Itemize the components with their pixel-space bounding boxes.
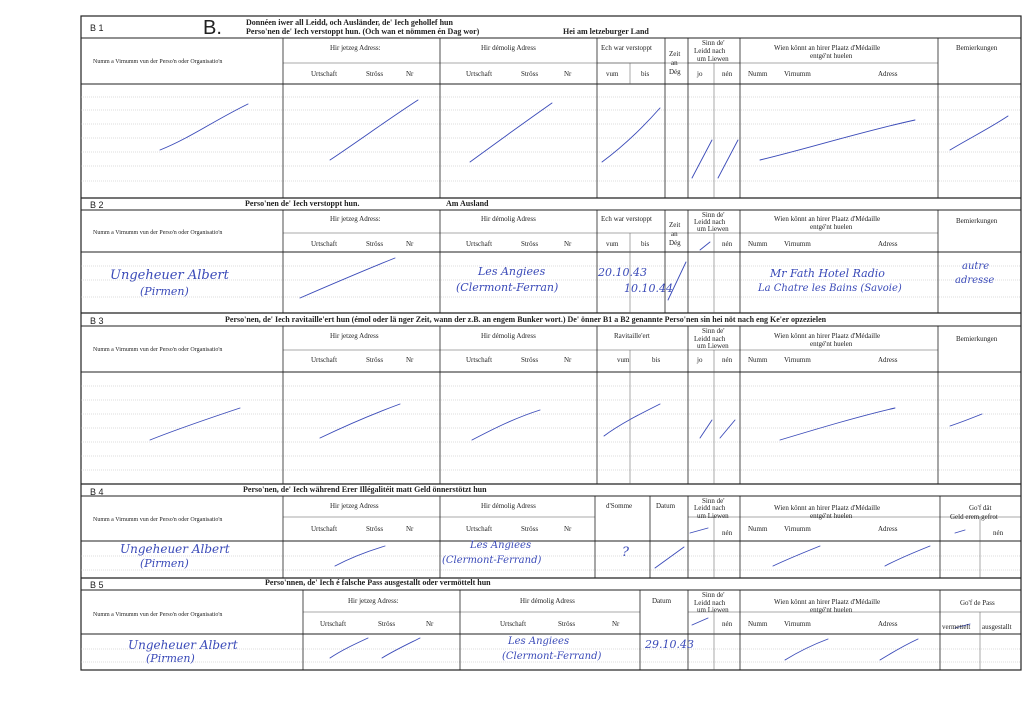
b1-header-suffered-2: Leidd nach <box>694 47 726 55</box>
b5-header-firstname: Virnumm <box>784 620 811 628</box>
b1-header-current-address: Hir jetzeg Adress: <box>330 44 381 52</box>
b4-entry-former-town: Les Angiees <box>470 540 532 551</box>
b4-header-money-no: nén <box>993 529 1004 537</box>
b4-entry-sum: ? <box>622 545 629 560</box>
b3-header-address: Adress <box>878 356 898 364</box>
b5-header-former-address: Hir démolig Adress <box>520 597 575 605</box>
b1-header-former-address: Hir démolig Adress <box>481 44 536 52</box>
b3-header-former-street: Ströss <box>521 356 539 364</box>
b4-header-name: Numm a Virnumm vun der Perso'n oder Organisatio'n <box>93 517 223 523</box>
b5-entry-former-town: Les Angiees <box>508 636 570 647</box>
b3-header-former-address: Hir démolig Adress <box>481 332 536 340</box>
b4-header-no: nén <box>722 529 733 537</box>
b4-header-street: Ströss <box>366 525 384 533</box>
b2-header-surname: Numm <box>748 240 768 248</box>
b2-header-address: Adress <box>878 240 898 248</box>
b2-header-remarks: Bemierkungen <box>956 217 998 225</box>
b5-header-medal-2: entgé'nt huelen <box>810 606 853 614</box>
b5-header-address: Adress <box>878 620 898 628</box>
b5-entry-former-region: (Clermont-Ferrand) <box>502 651 602 662</box>
b4-header-former-nr: Nr <box>564 525 572 533</box>
b1-subtitle: Hei am letzeburger Land <box>563 27 649 36</box>
section-code-b2: B 2 <box>90 200 104 210</box>
b3-title: Perso'nen, de' Iech ravitaille'ert hun (émol oder lä nger Zeit, wann der z.B. an engem Bunker wort.) De' önner B1 a B2 genannte Perso'nen sin hei nöt nach eng Ke'er opzezielen <box>225 315 827 324</box>
b4-header-suffered-1: Sinn de' <box>702 497 725 505</box>
b5-header-no: nén <box>722 620 733 628</box>
b2-header-from: vum <box>606 240 619 248</box>
b4-header-surname: Numm <box>748 525 768 533</box>
b2-header-to: bis <box>641 240 650 248</box>
b2-header-former-town: Urtschaft <box>466 240 493 248</box>
b4-header-suffered-2: Leidd nach <box>694 504 726 512</box>
b3-header-to: bis <box>652 356 661 364</box>
b5-header-name: Numm a Virnumm vun der Perso'n oder Organisatio'n <box>93 612 223 618</box>
b2-entry-name-alias: (Pirmen) <box>140 285 189 298</box>
b3-header-medal-1: Wien könnt an hirer Plaatz d'Médaille <box>774 332 881 340</box>
b3-header-no: nén <box>722 356 733 364</box>
b3-header-town: Urtschaft <box>311 356 338 364</box>
b5-header-date: Datum <box>652 597 672 605</box>
b5-title: Perso'nnen, de' Iech é falsche Pass ausgestallt oder vermöttelt hun <box>265 578 491 587</box>
b1-header-to: bis <box>641 70 650 78</box>
b4-entry-former-region: (Clermont-Ferrand) <box>442 555 542 566</box>
b1-header-medal-2: entgé'nt huelen <box>810 52 853 60</box>
b3-header-nr: Nr <box>406 356 414 364</box>
b4-header-nr: Nr <box>406 525 414 533</box>
b5-header-medal-1: Wien könnt an hirer Plaatz d'Médaille <box>774 598 881 606</box>
b2-entry-remarks-1: autre <box>962 261 990 272</box>
section-code-b4: B 4 <box>90 487 104 497</box>
b4-entry-name: Ungeheuer Albert <box>120 542 230 556</box>
b3-header-current-address: Hir jetzeg Adress <box>330 332 379 340</box>
b4-header-former-street: Ströss <box>521 525 539 533</box>
b2-header-suffered-2: Leidd nach <box>694 218 726 226</box>
b2-header-former-address: Hir démolig Adress <box>481 215 536 223</box>
b2-entry-from: 20.10.43 <box>598 266 647 279</box>
section-letter: B. <box>203 17 222 39</box>
b2-header-hidden: Ech war verstoppt <box>601 215 652 223</box>
b2-header-no: nén <box>722 240 733 248</box>
b4-header-address: Adress <box>878 525 898 533</box>
b2-entry-former-region: (Clermont-Ferran) <box>456 281 559 294</box>
b1-header-firstname: Virnumm <box>784 70 811 78</box>
b4-header-town: Urtschaft <box>311 525 338 533</box>
b4-title: Perso'nen, de' Iech während Erer Illégalitéit matt Geld önnerstötzt hun <box>243 485 487 494</box>
b5-entry-date: 29.10.43 <box>645 638 694 651</box>
b5-header-issued: ausgestallt <box>982 623 1012 631</box>
b4-header-date: Datum <box>656 502 676 510</box>
b5-header-former-street: Ströss <box>558 620 576 628</box>
b5-entry-name: Ungeheuer Albert <box>128 638 238 652</box>
b1-header-from: vum <box>606 70 619 78</box>
b1-header-address: Adress <box>878 70 898 78</box>
b3-header-suffered-1: Sinn de' <box>702 327 725 335</box>
b4-header-former-town: Urtschaft <box>466 525 493 533</box>
b1-header-medal-1: Wien könnt an hirer Plaatz d'Médaille <box>774 44 881 52</box>
b4-header-current-address: Hir jetzeg Adress <box>330 502 379 510</box>
section-code-b1: B 1 <box>90 23 104 33</box>
b1-header-hidden: Ech war verstoppt <box>601 44 652 52</box>
b1-header-time-1: Zeit <box>669 50 681 58</box>
b4-header-medal-1: Wien könnt an hirer Plaatz d'Médaille <box>774 504 881 512</box>
b2-entry-remarks-2: adresse <box>955 275 995 286</box>
b1-header-town: Urtschaft <box>311 70 338 78</box>
b4-entry-name-alias: (Pirmen) <box>140 557 189 570</box>
b3-header-suffered-2: Leidd nach <box>694 335 726 343</box>
b2-header-medal-1: Wien könnt an hirer Plaatz d'Médaille <box>774 215 881 223</box>
b4-header-medal-2: entgé'nt huelen <box>810 512 853 520</box>
b3-header-from: vum <box>617 356 630 364</box>
b4-header-money-2: Geld erem gefrot <box>950 513 998 521</box>
b2-entry-name: Ungeheuer Albert <box>110 268 229 283</box>
b3-header-surname: Numm <box>748 356 768 364</box>
b2-title: Perso'nen de' Iech verstoppt hun. <box>245 199 360 208</box>
b4-header-firstname: Virnumm <box>784 525 811 533</box>
b2-header-time-3: Dég <box>669 239 681 247</box>
b2-header-town: Urtschaft <box>311 240 338 248</box>
b4-header-former-address: Hir démolig Adress <box>481 502 536 510</box>
b5-header-former-town: Urtschaft <box>500 620 527 628</box>
b1-header-former-street: Ströss <box>521 70 539 78</box>
b1-header-remarks: Bemierkungen <box>956 44 998 52</box>
b1-header-former-town: Urtschaft <box>466 70 493 78</box>
b3-header-supplied: Ravitaille'ert <box>614 332 650 340</box>
b2-entry-medal-name: Mr Fath Hotel Radio <box>770 267 885 280</box>
b2-header-time-1: Zeit <box>669 221 681 229</box>
b2-header-nr: Nr <box>406 240 414 248</box>
b1-header-surname: Numm <box>748 70 768 78</box>
b2-header-former-street: Ströss <box>521 240 539 248</box>
b3-header-suffered-3: um Liewen <box>697 342 729 350</box>
b5-header-town: Urtschaft <box>320 620 347 628</box>
b5-entry-name-alias: (Pirmen) <box>146 652 195 665</box>
b2-header-current-address: Hir jetzeg Adress: <box>330 215 381 223</box>
b2-header-street: Ströss <box>366 240 384 248</box>
section-code-b5: B 5 <box>90 580 104 590</box>
b5-header-former-nr: Nr <box>612 620 620 628</box>
b3-header-medal-2: entgé'nt huelen <box>810 340 853 348</box>
b1-header-former-nr: Nr <box>564 70 572 78</box>
b1-title-line2: Perso'nen de' Iech verstoppt hun. (Och wan et nömmen én Dag wor) <box>246 27 480 36</box>
b1-header-time-2: an <box>671 59 678 67</box>
b5-header-suffered-2: Leidd nach <box>694 599 726 607</box>
b2-header-former-nr: Nr <box>564 240 572 248</box>
b2-subtitle: Am Ausland <box>446 199 489 208</box>
b1-header-name: Numm a Virnumm vun der Perso'n oder Organisatio'n <box>93 59 223 65</box>
section-code-b3: B 3 <box>90 316 104 326</box>
b1-header-time-3: Dég <box>669 68 681 76</box>
b2-header-suffered-1: Sinn de' <box>702 211 725 219</box>
b3-header-street: Ströss <box>366 356 384 364</box>
b1-header-no: nén <box>722 70 733 78</box>
b1-header-yes: jo <box>697 70 703 78</box>
b2-header-suffered-3: um Liewen <box>697 225 729 233</box>
b5-header-suffered-1: Sinn de' <box>702 591 725 599</box>
b5-header-street: Ströss <box>378 620 396 628</box>
b3-header-name: Numm a Virnumm vun der Perso'n oder Organisatio'n <box>93 347 223 353</box>
b2-entry-former-town: Les Angiees <box>478 265 546 278</box>
b1-header-street: Ströss <box>366 70 384 78</box>
b3-header-former-town: Urtschaft <box>466 356 493 364</box>
b3-header-former-nr: Nr <box>564 356 572 364</box>
b2-header-time-2: an <box>671 230 678 238</box>
b3-header-firstname: Virnumm <box>784 356 811 364</box>
b5-header-pass: Go'f de Pass <box>960 599 995 607</box>
b1-title-line1: Donnéen iwer all Leidd, och Ausländer, de' Iech gehollef hun <box>246 18 453 27</box>
b4-header-sum: d'Somme <box>606 502 633 510</box>
b3-header-remarks: Bemierkungen <box>956 335 998 343</box>
b5-header-suffered-3: um Liewen <box>697 606 729 614</box>
b2-header-medal-2: entgé'nt huelen <box>810 223 853 231</box>
b5-header-current-address: Hir jetzeg Adress: <box>348 597 399 605</box>
b4-header-money-1: Go'f dät <box>969 504 992 512</box>
b2-entry-to: 10.10.44 <box>624 282 673 295</box>
b1-header-nr: Nr <box>406 70 414 78</box>
b2-entry-medal-address: La Chatre les Bains (Savoie) <box>758 283 902 294</box>
b2-header-name: Numm a Virnumm vun der Perso'n oder Organisatio'n <box>93 230 223 236</box>
b5-header-surname: Numm <box>748 620 768 628</box>
b5-header-mediated: vermettelt <box>942 623 971 631</box>
b3-header-yes: jo <box>697 356 703 364</box>
b4-header-suffered-3: um Liewen <box>697 512 729 520</box>
b1-header-suffered-1: Sinn de' <box>702 39 725 47</box>
b5-header-nr: Nr <box>426 620 434 628</box>
b1-header-suffered-3: um Liewen <box>697 55 729 63</box>
b2-header-firstname: Virnumm <box>784 240 811 248</box>
